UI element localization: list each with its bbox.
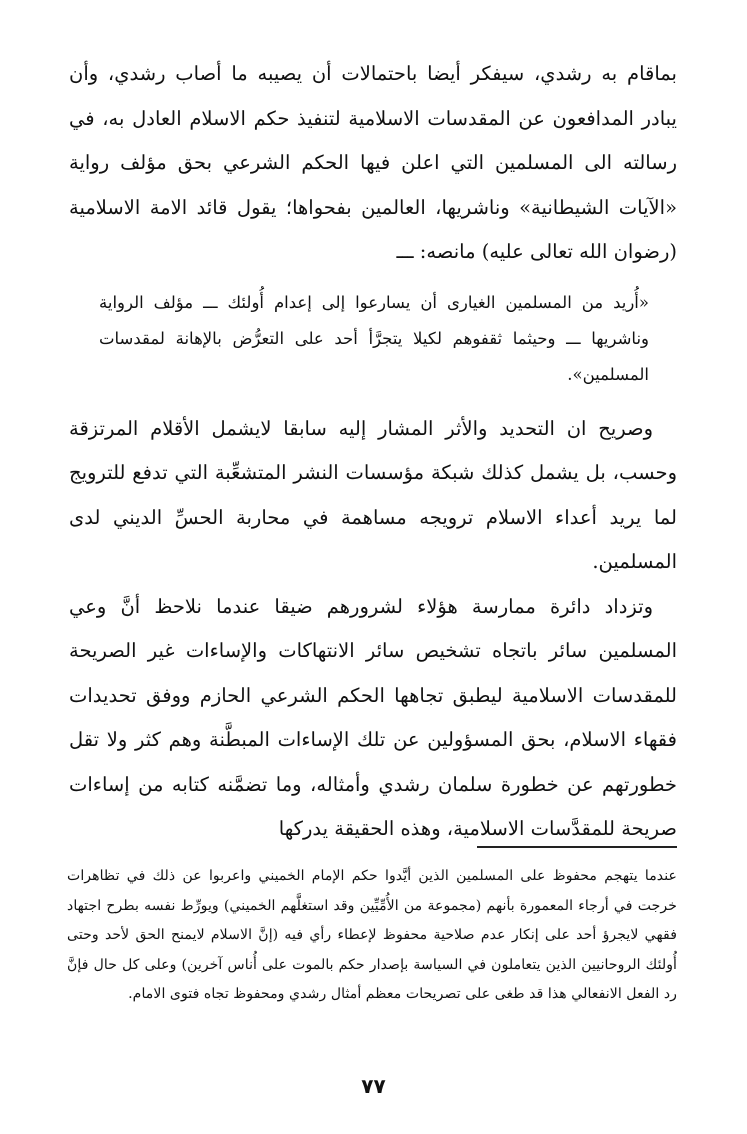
footnote: عندما يتهجم محفوظ على المسلمين الذين أيَّدوا حكم الإمام الخميني واعربوا عن ذلك في تظاهرات خرجت في أرجاء المعمورة بأنهم (مجموعة من الأُمِّيِّين وقد استغلَّهم الخميني) ويورِّط نفسه بطرح اجتهاد فقهي لايجرؤ أحد على إنكار عدم صلاحية محفوظ لإعطاء رأي فيه (إنَّ الاسلام لايمنح الحق لأحد وحتى أُولئك الروحانيين الذين يتعاملون في السياسة بإصدار حكم بالموت على أُناس آخرين) وعلى كل حال فإنَّ رد الفعل الانفعالي هذا قد طغى على تصريحات معظم أمثال رشدي ومحفوظ تجاه فتوى الامام. [67, 868, 677, 1002]
paragraph-2: وصريح ان التحديد والأثر المشار إليه سابقا لايشمل الأقلام المرتزقة وحسب، بل يشمل كذلك شبكة مؤسسات النشر المتشعِّبة التي تدفع للترويج لما يريد أعداء الاسلام ترويجه مساهمة في محاربة الحسِّ الديني لدى المسلمين. [69, 416, 677, 573]
khomeini-quote: «أُريد من المسلمين الغيارى أن يسارعوا إلى إعدام أُولئك ـــ مؤلف الرواية وناشريها ـــ وحيثما ثقفوهم لكيلا يتجرَّأ أحد على التعرُّض بالإهانة لمقدسات المسلمين». [99, 292, 649, 384]
footnote-divider [477, 846, 677, 848]
main-text-body [69, 52, 677, 852]
page-number: ٧٧ [361, 1074, 386, 1098]
paragraph-1: بماقام به رشدي، سيفكر أيضا باحتمالات أن يصيبه ما أصاب رشدي، وأن يبادر المدافعون عن المقدسات الاسلامية لتنفيذ حكم الاسلام العادل به، في رسالته الى المسلمين التي اعلن فيها الحكم الشرعي بحق مؤلف رواية «الآيات الشيطانية» وناشريها، العالمين بفحواها؛ يقول قائد الامة الاسلامية (رضوان الله تعالى عليه) مانصه: ـــ [69, 62, 677, 263]
paragraph-3: وتزداد دائرة ممارسة هؤلاء لشرورهم ضيقا عندما نلاحظ أنَّ وعي المسلمين سائر باتجاه تشخيص سائر الانتهاكات والإساءات غير الصريحة للمقدسات الاسلامية ليطبق تجاهها الحكم الشرعي الحازم ووفق تحديدات فقهاء الاسلام، بحق المسؤولين عن تلك الإساءات المبطَّنة وهم كثر ولا تقل خطورتهم عن خطورة سلمان رشدي وأمثاله، وما تضمَّنه كتابه من إساءات صريحة للمقدَّسات الاسلامية، وهذه الحقيقة يدركها [69, 594, 677, 840]
